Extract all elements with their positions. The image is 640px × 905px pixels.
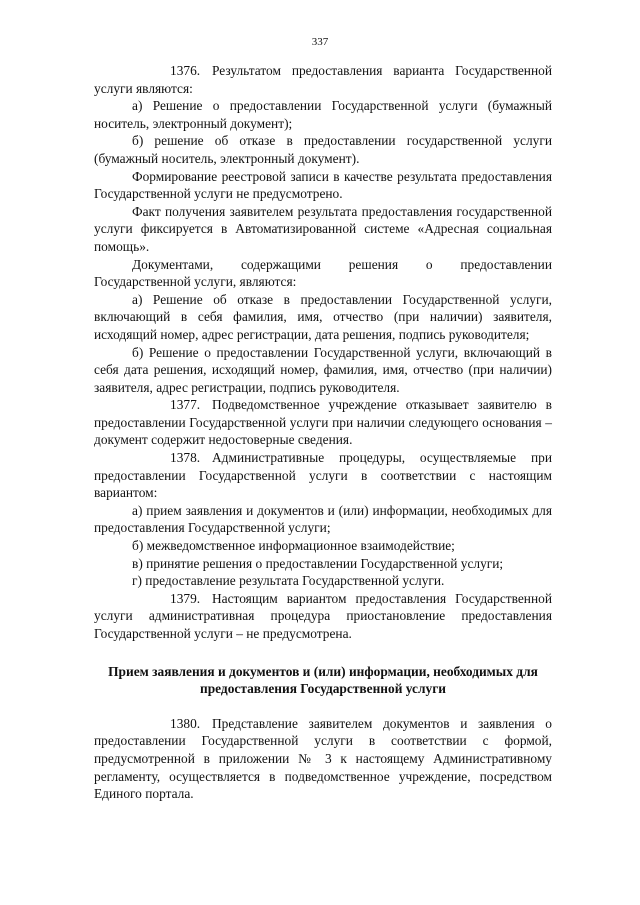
paragraph-text: Подведомственное учреждение отказывает заявителю в предоставлении Государственной услуги при наличии следующего основания – документ содержит недостоверные сведения. — [94, 397, 552, 448]
paragraph-number: 1379. — [170, 590, 201, 606]
paragraph-text: Административные процедуры, осуществляемые при предоставлении Государственной услуги в соответствии с настоящим вариантом: — [94, 450, 552, 501]
paragraph-1379 — [94, 590, 552, 643]
list-item-a-documents: а) Решение об отказе в предоставлении Государственной услуги, включающий в себя фамилия, имя, отчество (при наличии) заявителя, исходящий номер, адрес регистрации, дата решения, подпись руководителя; — [94, 291, 552, 342]
list-item-b-result: б) решение об отказе в предоставлении государственной услуги (бумажный носитель, электронный документ). — [94, 133, 552, 166]
document-body — [94, 62, 552, 803]
paragraph-fact: Факт получения заявителем результата предоставления государственной услуги фиксируется в Автоматизированной системе «Адресная социальная помощь». — [94, 203, 552, 254]
paragraph-1377 — [94, 396, 552, 449]
paragraph-1380 — [94, 715, 552, 803]
paragraph-1376 — [94, 62, 552, 97]
paragraph-text: Настоящим вариантом предоставления Государственной услуги административная процедура приостановление предоставления Государственной услуги – не предусмотрена. — [94, 590, 552, 641]
list-item-b-procedures: б) межведомственное информационное взаимодействие; — [132, 538, 455, 554]
paragraph-number: 1380. — [170, 715, 201, 731]
paragraph-documents: Документами, содержащими решения о предоставлении Государственной услуги, являются: — [94, 256, 552, 290]
list-item-a-result: а) Решение о предоставлении Государственной услуги (бумажный носитель, электронный документ); — [94, 98, 552, 131]
paragraph-text: Представление заявителем документов и заявления о предоставлении Государственной услуги в соответствии с формой, предусмотренной в приложении № 3 к настоящему Административному регламенту, осуществляется в подведомственное учреждение, посредством Единого портала. — [94, 715, 552, 802]
section-heading: Прием заявления и документов и (или) информации, необходимых для предоставления Государственной услуги — [108, 663, 538, 697]
list-item-v-procedures: в) принятие решения о предоставлении Государственной услуги; — [132, 555, 504, 571]
list-item-a-procedures: а) прием заявления и документов и (или) информации, необходимых для предоставления Государственной услуги; — [94, 502, 552, 536]
paragraph-registry: Формирование реестровой записи в качестве результата предоставления Государственной услуги не предусмотрено. — [94, 168, 552, 202]
paragraph-text: Результатом предоставления варианта Государственной услуги являются: — [94, 63, 552, 96]
paragraph-number: 1377. — [170, 397, 201, 413]
paragraph-number: 1376. — [170, 63, 201, 78]
list-item-b-documents: б) Решение о предоставлении Государственной услуги, включающий в себя дата решения, исходящий номер, фамилия, имя, отчество (при наличии) заявителя, адрес регистрации, подпись руководителя. — [94, 344, 552, 395]
list-item-g-procedures: г) предоставление результата Государственной услуги. — [132, 573, 445, 589]
paragraph-1378 — [94, 449, 552, 502]
page-number: 337 — [311, 36, 329, 48]
paragraph-number: 1378. — [170, 450, 201, 466]
